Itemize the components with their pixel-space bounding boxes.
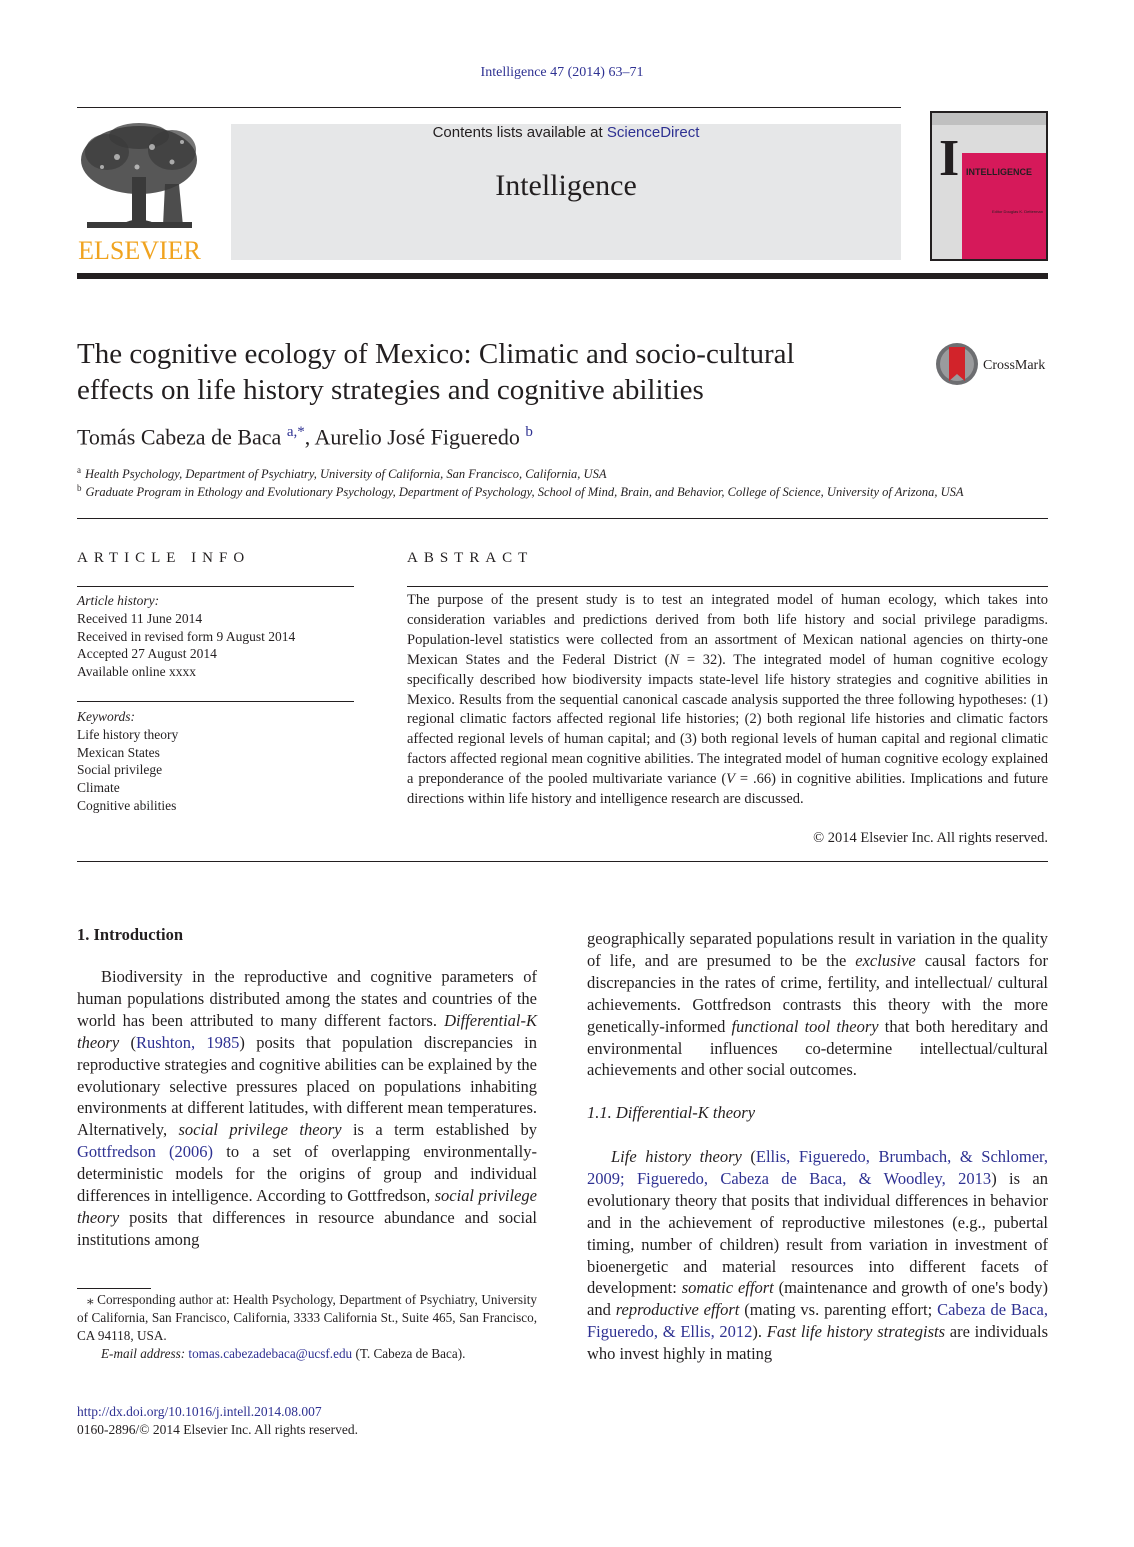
email-link[interactable]: tomas.cabezadebaca@ucsf.edu: [188, 1346, 353, 1361]
history-accepted: Accepted 27 August 2014: [77, 646, 217, 662]
keyword-item: Climate: [77, 780, 120, 796]
history-received: Received 11 June 2014: [77, 610, 203, 626]
keywords-block: [77, 708, 354, 815]
ref-gottfredson-2006[interactable]: Gottfredson (2006): [77, 1142, 214, 1162]
reproductive-effort-term: reproductive effort: [615, 1300, 740, 1320]
cover-editor: Editor Douglas K. Detterman: [992, 209, 1043, 214]
corresponding-star[interactable]: *: [297, 424, 305, 440]
introduction-heading: 1. Introduction: [77, 925, 184, 944]
article-info-rule: [77, 586, 354, 587]
article-title: [77, 336, 897, 408]
intro-paragraph-2: geographically separated populations result in variation in the quality of life, and are presumed to be the exclusive causal factors for discrepancies in the rates of crime, fertility, and intellectual/ cultural achievements. Gottfredson contrasts this theory with the more genetically-informed functional tool theory that both hereditary and environmental influences co-determine intellectual/cultural achievements and other social outcomes.: [587, 929, 1049, 1080]
intro-paragraph-1: Biodiversity in the reproductive and cognitive parameters of human populations distributed among the states and countries of the world has been attributed to many different factors. Differential-K theory (Rushton, 1985) posits that population discrepancies in reproductive strategies and cognitive abilities can be explained by the evolutionary selective pressures placed on populations inhabiting environments at different latitudes, with different mean temperatures. Alternatively, social privilege theory is a term established by Gottfredson (2006) to a set of overlapping environmentally-deterministic models for the origins of group and individual differences in intelligence. According to Gottfredson, social privilege theory posits that differences in resource abundance and social institutions among: [77, 967, 538, 1249]
abstract-rule: [407, 586, 1048, 587]
abstract-copyright: © 2014 Elsevier Inc. All rights reserved.: [813, 830, 1048, 846]
author-separator: ,: [304, 424, 315, 450]
affiliation-a-text: Health Psychology, Department of Psychiatry, University of California, San Francisco, California, USA: [85, 467, 607, 482]
tree-icon: [77, 122, 202, 234]
history-revised: Received in revised form 9 August 2014: [77, 628, 296, 644]
journal-name[interactable]: Intelligence: [495, 169, 637, 202]
life-history-term: Life history theory: [611, 1147, 742, 1166]
functional-tool-term: functional tool theory: [731, 1016, 879, 1036]
history-label: Article history:: [77, 593, 160, 608]
keyword-item: Cognitive abilities: [77, 797, 177, 813]
ref-cabeza-de-baca-2012[interactable]: Cabeza de Baca, Figueredo, & Ellis, 2012: [587, 1300, 1049, 1342]
v-variable: V: [726, 771, 736, 788]
journal-reference[interactable]: Intelligence 47 (2014) 63–71: [480, 65, 644, 80]
title-line-2: effects on life history strategies and cognitive abilities: [77, 374, 704, 406]
affiliation-b-text: Graduate Program in Ethology and Evolutionary Psychology, Department of Psychology, School of Mind, Brain, and Behavior, College of Science, University of Arizona, USA: [85, 485, 964, 500]
corresponding-author-footnote: ⁎ Corresponding author at: Health Psychology, Department of Psychiatry, University of California, San Francisco, California, 3333 California St., Suite 465, San Francisco, CA 94118, USA. E-mail address: tomas.cabezadebaca@ucsf.edu (T. Cabeza de Baca).: [77, 1292, 537, 1361]
abstract-text: The purpose of the present study is to test an integrated model of human ecology, which takes into consideration variables and predictions derived from both life history and social privilege paradigms. Population-level statistics were collected from an assortment of Mexican national agencies on thirty-one Mexican States and the Federal District (N = 32). The integrated model of human cognitive ecology specifically described how biodiversity impacts state-level life history strategies and cognitive abilities in Mexico. Results from the sequential canonical cascade analysis supported the three following hypotheses: (1) regional climatic factors affected regional life histories; (2) both regional life histories and climatic factors affected regional levels of human capital; and (3) both regional levels of human capital and regional climatic factors affected regional mean cognitive abilities. The integrated model of human cognitive ecology explained a preponderance of the pooled multivariate variance (V = .66) in cognitive abilities. Implications and future directions within life history and intelligence research are discussed.: [407, 592, 1048, 808]
sciencedirect-link[interactable]: ScienceDirect: [606, 124, 700, 141]
article-history: [77, 592, 354, 681]
affiliation-rule: [77, 518, 1048, 519]
crossmark-badge[interactable]: [934, 341, 1054, 389]
cover-topband: [932, 113, 1046, 125]
keyword-item: Life history theory: [77, 726, 179, 742]
crossmark-icon: [934, 341, 980, 387]
affiliation-a: [77, 465, 606, 482]
life-history-paragraph: Life history theory (Ellis, Figueredo, Brumbach, & Schlomer, 2009; Figueredo, Cabeza de Baca, & Woodley, 2013) is an evolutionary theory that posits that individual differences in behavior and in the achievement of reproductive milestones (e.g., pubertal timing, number of children) result from variation in investment of bioenergetic and material resources into different facets of development: somatic effort (maintenance and growth of one's body) and reproductive effort (mating vs. parenting effort; Cabeza de Baca, Figueredo, & Ellis, 2012). Fast life history strategists are individuals who invest highly in mating: [587, 1147, 1049, 1364]
doi-link[interactable]: http://dx.doi.org/10.1016/j.intell.2014.08.007: [77, 1404, 322, 1419]
header-rule: [77, 107, 901, 108]
article-info-heading: ARTICLE INFO: [77, 550, 251, 566]
affiliation-b-mark: b: [77, 483, 82, 493]
contents-line: [231, 124, 901, 141]
footnote-rule: [77, 1288, 151, 1289]
affiliation-a-mark: a: [77, 465, 81, 475]
keywords-rule: [77, 701, 354, 702]
email-label: E-mail address:: [101, 1346, 189, 1361]
ref-rushton-1985[interactable]: Rushton, 1985: [135, 1032, 240, 1052]
abstract-end-rule: [77, 861, 1048, 862]
author-list: [77, 424, 533, 450]
crossmark-label: CrossMark: [983, 358, 1046, 373]
cover-title: INTELLIGENCE: [966, 167, 1033, 177]
footnote-star: ⁎: [87, 1292, 94, 1307]
issn-copyright: 0160-2896/© 2014 Elsevier Inc. All rights reserved.: [77, 1422, 358, 1437]
title-line-1: The cognitive ecology of Mexico: Climatic and socio-cultural: [77, 338, 795, 370]
contents-prefix: Contents lists available at: [432, 124, 607, 141]
abstract-heading: ABSTRACT: [407, 550, 534, 566]
author-1-name[interactable]: Tomás Cabeza de Baca: [77, 424, 282, 450]
elsevier-wordmark: ELSEVIER: [78, 236, 201, 265]
doi-block: [77, 1403, 358, 1439]
author-2-name[interactable]: Aurelio José Figueredo: [314, 424, 520, 450]
differential-k-term: Differential-K theory: [77, 1010, 537, 1052]
author-2-affil-mark[interactable]: b: [525, 424, 533, 440]
keywords-label: Keywords:: [77, 709, 135, 724]
journal-banner: [231, 124, 901, 260]
affiliation-b: [77, 483, 964, 500]
exclusive-term: exclusive: [855, 950, 916, 970]
somatic-effort-term: somatic effort: [681, 1278, 774, 1298]
fast-life-history-term: Fast life history strategists: [766, 1322, 946, 1342]
ref-ellis-figueredo[interactable]: Ellis, Figueredo, Brumbach, & Schlomer, 2009; Figueredo, Cabeza de Baca, & Woodley, 2013: [587, 1147, 1048, 1188]
header-thick-rule: [77, 273, 1048, 279]
history-online: Available online xxxx: [77, 664, 196, 680]
keyword-item: Mexican States: [77, 744, 160, 760]
author-1-affil-mark[interactable]: a,*: [286, 424, 305, 440]
cover-initial: I: [939, 130, 960, 187]
keyword-item: Social privilege: [77, 762, 163, 778]
social-privilege-term: social privilege theory: [178, 1120, 342, 1140]
journal-cover[interactable]: [930, 111, 1048, 261]
n-variable: N: [669, 651, 680, 668]
differential-k-subheading: 1.1. Differential-K theory: [587, 1103, 756, 1122]
social-privilege-term-2: social privilege theory: [77, 1186, 537, 1227]
